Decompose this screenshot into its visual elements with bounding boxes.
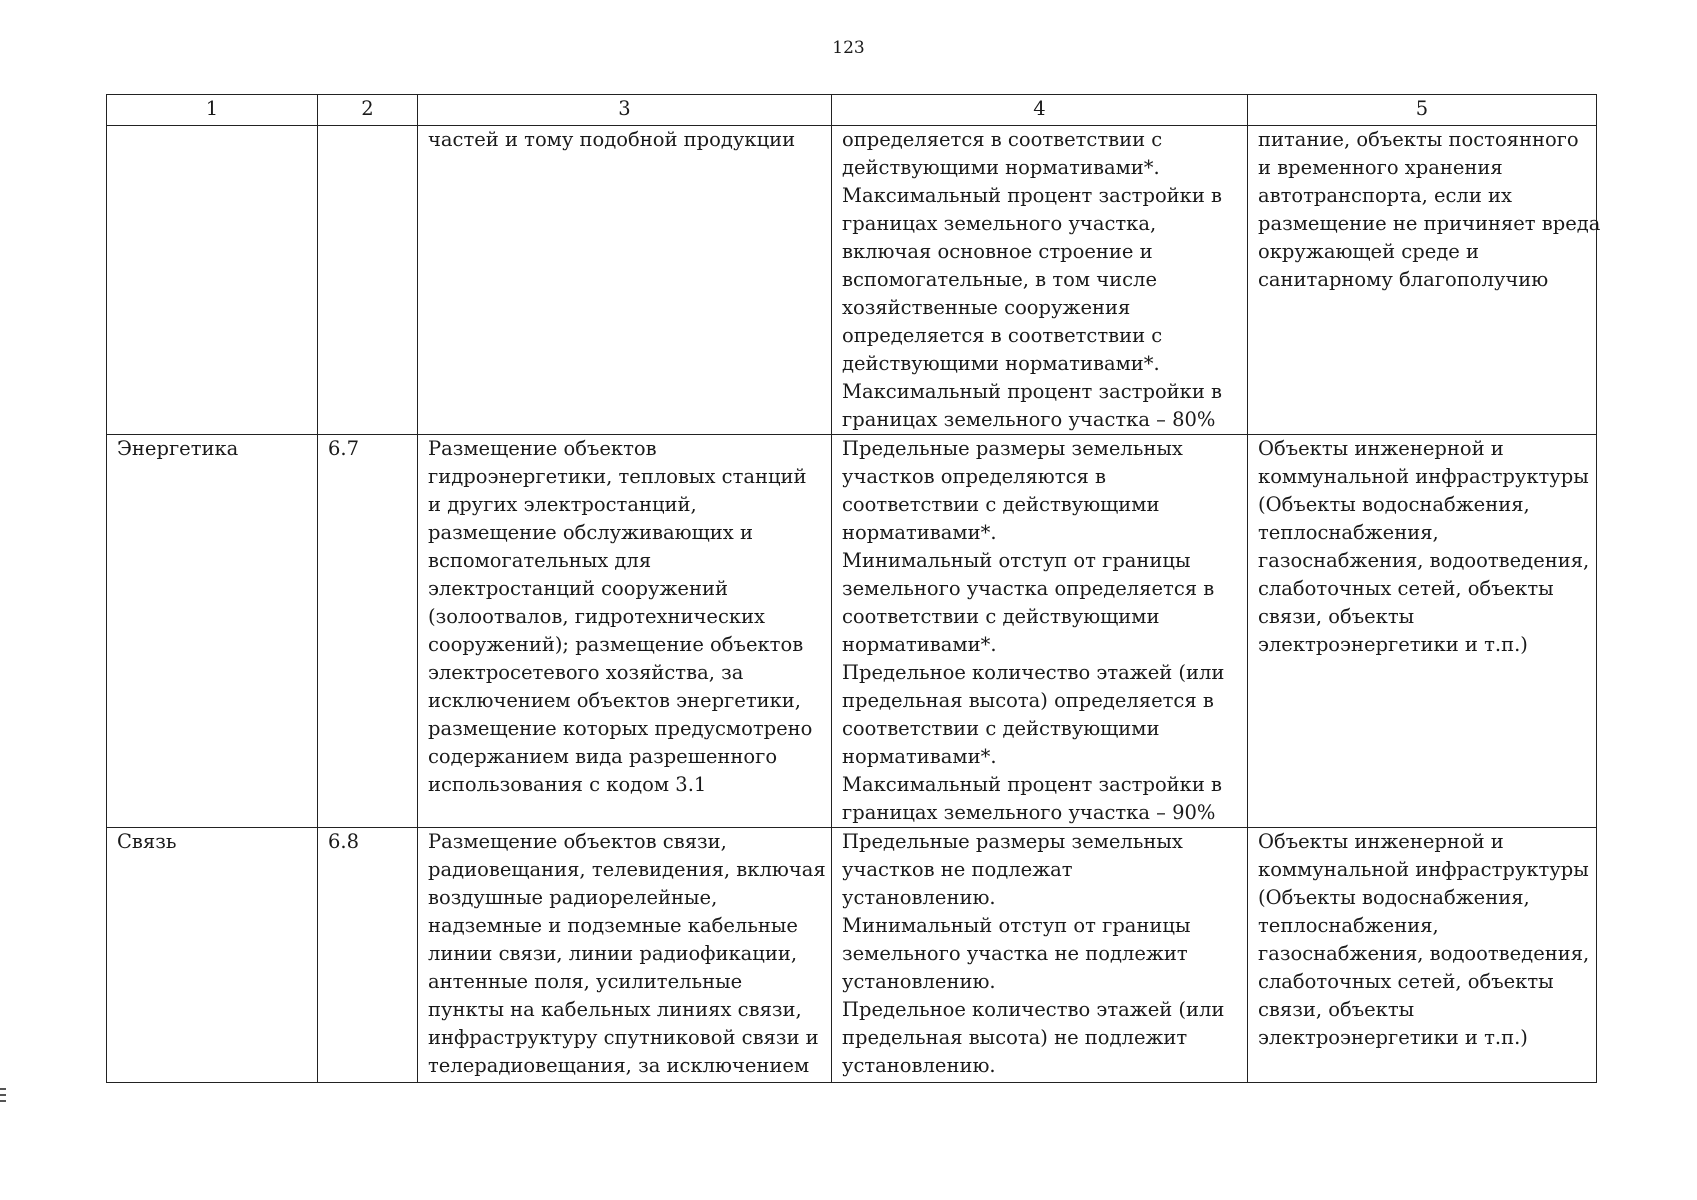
cell-use-code: [318, 126, 418, 435]
cell-text-line: воздушные радиорелейные,: [428, 886, 718, 909]
cell-text-line: установлению.: [842, 886, 996, 909]
cell-auxiliary-uses: [1248, 828, 1597, 1083]
cell-auxiliary-uses: [1248, 435, 1597, 828]
cell-text-line: нормативами*.: [842, 521, 997, 544]
cell-text-line: размещение которых предусмотрено: [428, 717, 813, 740]
cell-text-line: инфраструктуру спутниковой связи и: [428, 1026, 819, 1049]
cell-auxiliary-uses: [1248, 126, 1601, 435]
cell-text-line: связи, объекты: [1258, 998, 1415, 1021]
cell-text-line: электросетевого хозяйства, за: [428, 661, 744, 684]
cell-text-line: Предельные размеры земельных: [842, 830, 1183, 853]
cell-text-line: слаботочных сетей, объекты: [1258, 970, 1554, 993]
cell-text-line: газоснабжения, водоотведения,: [1258, 549, 1590, 572]
cell-parameters: [832, 126, 1248, 435]
header-col-1: 1: [107, 95, 318, 126]
cell-parameters: [832, 435, 1248, 828]
cell-text-line: (Объекты водоснабжения,: [1258, 493, 1530, 516]
cell-use-code: [318, 435, 418, 828]
scan-edge-mark: [0, 1100, 6, 1102]
cell-text-line: исключением объектов энергетики,: [428, 689, 801, 712]
cell-use-name: [107, 828, 318, 1083]
cell-text-line: предельная высота) определяется в: [842, 689, 1214, 712]
cell-text-line: питание, объекты постоянного: [1258, 128, 1579, 151]
cell-text-line: земельного участка не подлежит: [842, 942, 1188, 965]
cell-text-line: Размещение объектов связи,: [428, 830, 727, 853]
cell-text-line: и временного хранения: [1258, 156, 1503, 179]
cell-text-line: действующими нормативами*.: [842, 352, 1160, 375]
cell-text-line: использования с кодом 3.1: [428, 773, 707, 796]
permitted-use-table: [106, 94, 1601, 1083]
page-number: 123: [832, 38, 865, 58]
cell-use-description: [418, 828, 832, 1083]
cell-text-line: Связь: [117, 830, 177, 853]
cell-text-line: Предельные размеры земельных: [842, 437, 1183, 460]
cell-text-line: установлению.: [842, 970, 996, 993]
cell-text-line: размещение не причиняет вреда: [1258, 212, 1601, 235]
cell-use-code: [318, 828, 418, 1083]
cell-text-line: газоснабжения, водоотведения,: [1258, 942, 1590, 965]
cell-text-line: размещение обслуживающих и: [428, 521, 753, 544]
cell-text-line: хозяйственные сооружения: [842, 296, 1131, 319]
header-col-3: 3: [418, 95, 832, 126]
cell-text-line: земельного участка определяется в: [842, 577, 1215, 600]
cell-text-line: участков не подлежат: [842, 858, 1073, 881]
cell-text-line: санитарному благополучию: [1258, 268, 1549, 291]
cell-text-line: нормативами*.: [842, 633, 997, 656]
scan-edge-mark: [0, 1088, 6, 1090]
cell-text-line: частей и тому подобной продукции: [428, 128, 796, 151]
cell-text-line: электростанций сооружений: [428, 577, 728, 600]
cell-text-line: соответствии с действующими: [842, 605, 1160, 628]
cell-text-line: соответствии с действующими: [842, 493, 1160, 516]
header-col-5: 5: [1248, 95, 1597, 126]
cell-text-line: надземные и подземные кабельные: [428, 914, 798, 937]
cell-text-line: гидроэнергетики, тепловых станций: [428, 465, 807, 488]
cell-text-line: вспомогательные, в том числе: [842, 268, 1157, 291]
cell-text-line: пункты на кабельных линиях связи,: [428, 998, 802, 1021]
cell-text-line: (золоотвалов, гидротехнических: [428, 605, 766, 628]
cell-use-name: [107, 435, 318, 828]
cell-text-line: окружающей среде и: [1258, 240, 1479, 263]
cell-text-line: границах земельного участка – 90%: [842, 801, 1216, 824]
cell-text-line: антенные поля, усилительные: [428, 970, 743, 993]
cell-text-line: электроэнергетики и т.п.): [1258, 633, 1528, 656]
table-header-row: [107, 95, 1597, 126]
cell-text-line: границах земельного участка – 80%: [842, 408, 1216, 431]
cell-text-line: (Объекты водоснабжения,: [1258, 886, 1530, 909]
cell-text-line: телерадиовещания, за исключением: [428, 1054, 810, 1077]
cell-text-line: коммунальной инфраструктуры: [1258, 858, 1589, 881]
header-col-2: 2: [318, 95, 418, 126]
cell-text-line: вспомогательных для: [428, 549, 652, 572]
cell-text-line: соответствии с действующими: [842, 717, 1160, 740]
cell-text-line: Минимальный отступ от границы: [842, 914, 1191, 937]
cell-text-line: предельная высота) не подлежит: [842, 1026, 1188, 1049]
cell-text-line: теплоснабжения,: [1258, 521, 1439, 544]
scan-edge-mark: [0, 1094, 6, 1096]
cell-text-line: радиовещания, телевидения, включая: [428, 858, 826, 881]
cell-text-line: 6.8: [328, 830, 360, 853]
cell-text-line: участков определяются в: [842, 465, 1106, 488]
cell-text-line: коммунальной инфраструктуры: [1258, 465, 1589, 488]
cell-text-line: Предельное количество этажей (или: [842, 998, 1225, 1021]
cell-text-line: действующими нормативами*.: [842, 156, 1160, 179]
cell-text-line: содержанием вида разрешенного: [428, 745, 778, 768]
cell-text-line: Предельное количество этажей (или: [842, 661, 1225, 684]
table-row: [107, 126, 1597, 435]
cell-text-line: установлению.: [842, 1054, 996, 1077]
cell-text-line: линии связи, линии радиофикации,: [428, 942, 798, 965]
cell-text-line: теплоснабжения,: [1258, 914, 1439, 937]
cell-text-line: сооружений); размещение объектов: [428, 633, 804, 656]
cell-text-line: и других электростанций,: [428, 493, 697, 516]
cell-text-line: Максимальный процент застройки в: [842, 184, 1223, 207]
cell-text-line: границах земельного участка,: [842, 212, 1157, 235]
cell-text-line: 6.7: [328, 437, 360, 460]
cell-text-line: связи, объекты: [1258, 605, 1415, 628]
cell-text-line: определяется в соответствии с: [842, 128, 1163, 151]
cell-parameters: [832, 828, 1248, 1083]
cell-use-description: [418, 435, 832, 828]
cell-text-line: определяется в соответствии с: [842, 324, 1163, 347]
cell-text-line: Объекты инженерной и: [1258, 437, 1504, 460]
cell-use-description: [418, 126, 832, 435]
header-col-4: 4: [832, 95, 1248, 126]
cell-text-line: Размещение объектов: [428, 437, 657, 460]
cell-text-line: слаботочных сетей, объекты: [1258, 577, 1554, 600]
cell-text-line: Максимальный процент застройки в: [842, 380, 1223, 403]
cell-text-line: Объекты инженерной и: [1258, 830, 1504, 853]
table-row: [107, 435, 1597, 828]
cell-text-line: электроэнергетики и т.п.): [1258, 1026, 1528, 1049]
cell-text-line: включая основное строение и: [842, 240, 1153, 263]
cell-text-line: Минимальный отступ от границы: [842, 549, 1191, 572]
cell-text-line: автотранспорта, если их: [1258, 184, 1513, 207]
table-row: [107, 828, 1597, 1083]
cell-text-line: Энергетика: [117, 437, 239, 460]
cell-text-line: нормативами*.: [842, 745, 997, 768]
cell-use-name: [107, 126, 318, 435]
cell-text-line: Максимальный процент застройки в: [842, 773, 1223, 796]
